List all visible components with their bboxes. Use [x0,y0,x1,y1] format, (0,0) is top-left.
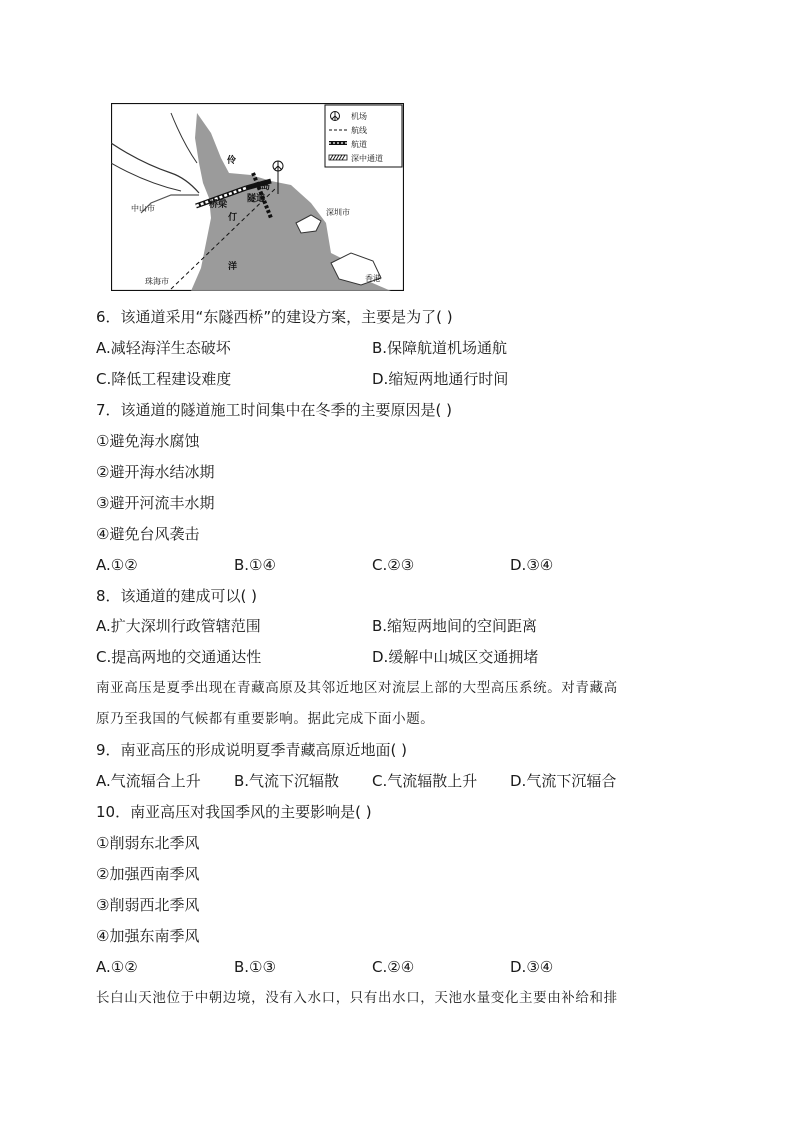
passage-tianchi-line-1: 长白山天池位于中朝边境，没有入水口，只有出水口，天池水量变化主要由补给和排 [96,990,618,1006]
map-figure [111,103,404,291]
question-10-item-3: ③削弱西北季风 [96,896,200,914]
passage-south-asia-high-line-2: 原乃至我国的气候都有重要影响。据此完成下面小题。 [96,711,435,727]
question-7-stem: 7．该通道的隧道施工时间集中在冬季的主要原因是( ) [96,401,453,419]
question-10-option-d[interactable]: D.③④ [510,958,554,976]
question-8-stem: 8．该通道的建成可以( ) [96,587,258,605]
map-legend [325,105,402,167]
label-zhongshan: 中山市 [131,204,155,213]
question-9-option-d[interactable]: D.气流下沉辐合 [510,772,617,790]
question-6-option-a[interactable]: A.减轻海洋生态破坏 [96,339,231,357]
label-tunnel: 隧道 [247,194,266,204]
legend-route: 航线 [351,126,367,135]
question-9-stem: 9．南亚高压的形成说明夏季青藏高原近地面( ) [96,741,408,759]
question-9-option-a[interactable]: A.气流辐合上升 [96,772,201,790]
question-9-option-c[interactable]: C.气流辐散上升 [372,772,478,790]
question-10-item-4: ④加强东南季风 [96,927,200,945]
label-zhuhai: 珠海市 [145,277,169,286]
passage-south-asia-high-line-1: 南亚高压是夏季出现在青藏高原及其邻近地区对流层上部的大型高压系统。对青藏高 [96,680,618,696]
question-7-option-b[interactable]: B.①④ [234,556,276,574]
legend-airport: 机场 [351,112,367,121]
question-6-stem: 6．该通道采用“东隧西桥”的建设方案，主要是为了( ) [96,308,453,326]
question-10-item-1: ①削弱东北季风 [96,834,200,852]
question-9-option-b[interactable]: B.气流下沉辐散 [234,772,340,790]
question-6-option-c[interactable]: C.降低工程建设难度 [96,370,232,388]
question-8-option-b[interactable]: B.缩短两地间的空间距离 [372,617,538,635]
question-7-option-a[interactable]: A.①② [96,556,138,574]
question-8-option-d[interactable]: D.缓解中山城区交通拥堵 [372,648,539,666]
question-7-item-3: ③避开河流丰水期 [96,494,215,512]
question-10-stem: 10．南亚高压对我国季风的主要影响是( ) [96,803,372,821]
question-10-option-b[interactable]: B.①③ [234,958,276,976]
label-yang: 洋 [228,262,238,272]
question-6-option-b[interactable]: B.保障航道机场通航 [372,339,508,357]
question-6-option-d[interactable]: D.缩短两地通行时间 [372,370,509,388]
label-ling: 伶 [227,156,237,166]
question-10-option-a[interactable]: A.①② [96,958,138,976]
question-7-item-4: ④避免台风袭击 [96,525,200,543]
question-7-option-d[interactable]: D.③④ [510,556,554,574]
question-7-item-2: ②避开海水结冰期 [96,463,215,481]
label-shenzhen: 深圳市 [326,208,350,217]
question-7-item-1: ①避免海水腐蚀 [96,432,200,450]
question-10-option-c[interactable]: C.②④ [372,958,415,976]
legend-channel: 航道 [351,140,367,149]
question-8-option-a[interactable]: A.扩大深圳行政管辖范围 [96,617,261,635]
label-ding: 仃 [228,213,238,223]
label-island: 岛 [261,182,271,192]
question-10-item-2: ②加强西南季风 [96,865,200,883]
label-bridge: 桥梁 [209,200,228,210]
question-7-option-c[interactable]: C.②③ [372,556,415,574]
legend-link: 深中通道 [351,154,383,163]
label-hongkong: 香港 [365,274,381,283]
question-8-option-c[interactable]: C.提高两地的交通通达性 [96,648,262,666]
